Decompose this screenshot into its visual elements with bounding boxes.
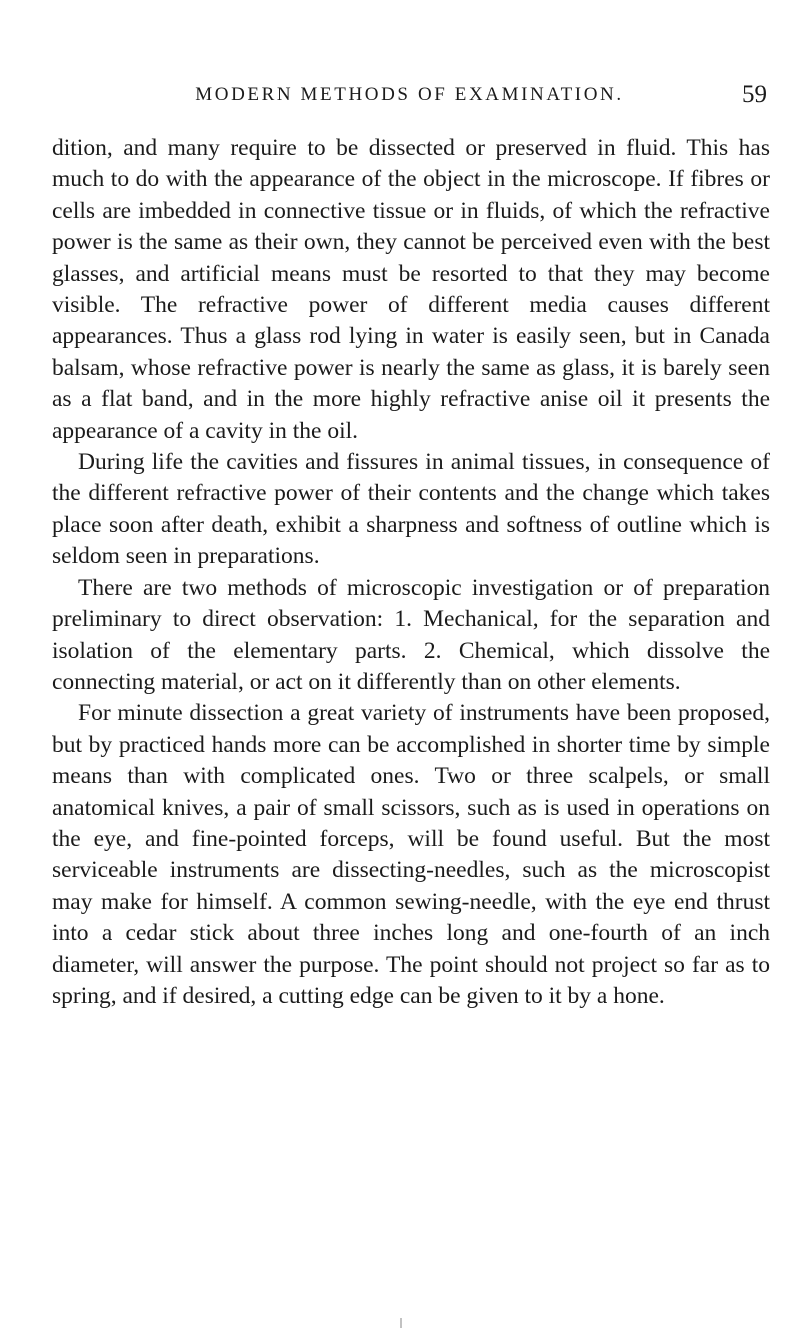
paragraph-instruments: For minute dissection a great variety of instruments have been proposed, but by practiced hands more can be accomplished in shorter time by simple means than with complicated ones. Two or three scalpels, or small anatomical knives, a pair of small scissors, such as is used in operations on the eye, and fine-pointed forceps, will be found useful. But the most serviceable instruments are dissecting-needles, such as the microscopist may make for himself. A common sewing-needle, with the eye end thrust into a cedar stick about three inches long and one-fourth of an inch diameter, will answer the purpose. The point should not project so far as to spring, and if desired, a cutting edge can be given to it by a hone. bbox=[52, 700, 770, 1009]
paragraph-living-tissue: During life the cavities and fissures in animal tissues, in consequence of the different refractive power of their contents and the change which takes place soon after death, exhibit a sharpness and softness of outline which is seldom seen in preparations. bbox=[52, 449, 770, 570]
page-number: 59 bbox=[742, 81, 767, 108]
body-text bbox=[52, 133, 770, 1012]
stray-mark bbox=[400, 1318, 402, 1328]
running-head bbox=[52, 78, 767, 112]
running-title: MODERN METHODS OF EXAMINATION. bbox=[195, 84, 624, 105]
paragraph-continued: dition, and many require to be dissected or preserved in fluid. This has much to do with the appearance of the object in the microscope. If fibres or cells are imbedded in connective tissue or in fluids, of which the refractive power is the same as their own, they cannot be perceived even with the best glasses, and artificial means must be resorted to that they may become visible. The refractive power of different media causes different appearances. Thus a glass rod lying in water is easily seen, but in Canada balsam, whose refractive power is nearly the same as glass, it is barely seen as a flat band, and in the more highly refractive anise oil it presents the appearance of a cavity in the oil. bbox=[52, 135, 770, 444]
paragraph-methods: There are two methods of microscopic investigation or of preparation preliminary to direct observation: 1. Mechanical, for the separation and isolation of the elementary parts. 2. Chemical, which dissolve the connecting material, or act on it differently than on other elements. bbox=[52, 574, 770, 695]
